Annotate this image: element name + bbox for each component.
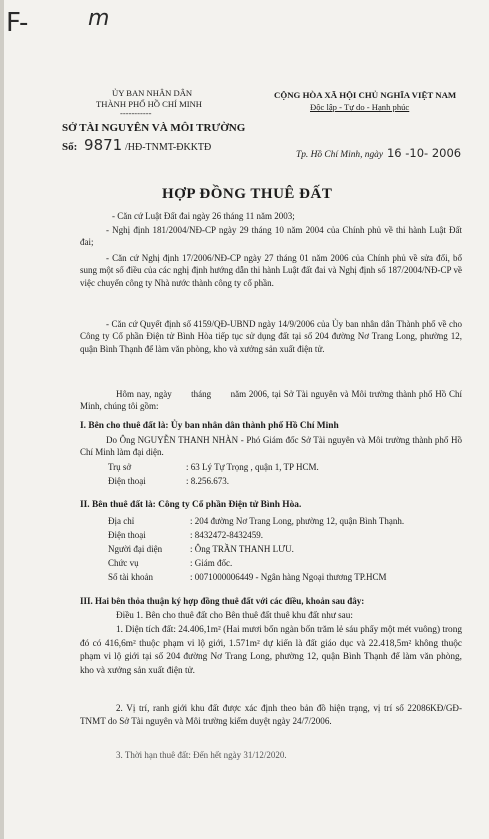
- nation-motto: Độc lập - Tự do - Hạnh phúc: [310, 102, 410, 112]
- section2-row-representative: [108, 544, 294, 554]
- article1-item2: 2. Vị trí, ranh giới khu đất được xác định theo bản đồ hiện trạng, vị trí số 22086KĐ/GĐ-TNMT do Sở Tài nguyên và Môi trường kiểm duyệt ngày 24/7/2006.: [80, 703, 462, 726]
- document-number: [62, 136, 211, 154]
- article1-item3: 3. Thời hạn thuê đất: Đến hết ngày 31/12/2020.: [116, 750, 287, 760]
- department-name: SỞ TÀI NGUYÊN VÀ MÔI TRƯỜNG: [62, 122, 246, 134]
- row-value: : 204 đường Nơ Trang Long, phường 12, quận Bình Thạnh.: [190, 516, 405, 526]
- section2-row-position: [108, 558, 232, 568]
- scan-edge: [0, 0, 4, 839]
- row-value: : Giám đốc.: [190, 558, 233, 568]
- row-value: : 8432472-8432459.: [190, 530, 263, 540]
- section2-row-account: [108, 572, 386, 582]
- date-prefix: Tp. Hồ Chí Minh, ngày: [296, 150, 383, 160]
- date-handwritten: 16 -10- 2006: [386, 146, 462, 160]
- section1-row-phone: [108, 476, 229, 486]
- section2-row-phone: [108, 530, 263, 540]
- issue-date: [296, 144, 461, 162]
- row-value: : Ông TRẦN THANH LƯU.: [190, 544, 294, 554]
- margin-handwriting-top: m: [88, 6, 110, 31]
- section2-heading: II. Bên thuê đất là: Công ty Cổ phần Điện tử Bình Hòa.: [80, 500, 302, 510]
- issuer-divider: -----------: [120, 108, 152, 118]
- row-label: Điện thoại: [108, 476, 146, 486]
- doc-number-suffix: /HĐ-TNMT-ĐKKTĐ: [124, 142, 212, 153]
- section1-row-address: [108, 462, 319, 472]
- preamble-2: - Nghị định 181/2004/NĐ-CP ngày 29 tháng 10 năm 2004 của Chính phủ về thi hành Luật Đất đai;: [80, 225, 462, 248]
- margin-mark-top-left: F-: [6, 8, 27, 38]
- section1-representative: Do Ông NGUYỄN THANH NHÀN - Phó Giám đốc Sở Tài nguyên và Môi trường thành phố Hồ Chí Minh làm đại diện.: [80, 435, 462, 458]
- nation-title: CỘNG HÒA XÃ HỘI CHỦ NGHĨA VIỆT NAM: [274, 90, 457, 100]
- preamble-3: - Căn cứ Nghị định 17/2006/NĐ-CP ngày 27 tháng 01 năm 2006 của Chính phủ về sửa đổi, bổ sung một số điều của các nghị định hướng dẫn thi hành Luật đất đai và Nghị định số 187/2004/NĐ-CP về việc chuyển công ty Nhà nước thành công ty cổ phần.: [80, 253, 462, 288]
- article1-heading: Điều 1. Bên cho thuê đất cho Bên thuê đất thuê khu đất như sau:: [116, 610, 353, 620]
- row-value: : 63 Lý Tự Trọng , quận 1, TP HCM.: [186, 462, 319, 472]
- section3-heading: III. Hai bên thỏa thuận ký hợp đồng thuê đất với các điều, khoản sau đây:: [80, 596, 365, 606]
- issuer-line1: ỦY BAN NHÂN DÂN: [112, 88, 193, 98]
- intro-paragraph: Hôm nay, ngày tháng năm 2006, tại Sở Tài nguyên và Môi trường thành phố Hồ Chí Minh, chúng tôi gồm:: [80, 389, 465, 412]
- row-value: : 0071000006449 - Ngân hàng Ngoại thương TP.HCM: [190, 572, 387, 582]
- row-label: Địa chỉ: [108, 516, 135, 526]
- row-label: Chức vụ: [108, 558, 139, 568]
- section2-row-address: [108, 516, 404, 526]
- doc-number-prefix: Số:: [62, 141, 78, 153]
- row-label: Số tài khoản: [108, 572, 153, 582]
- row-label: Trụ sở: [108, 462, 132, 472]
- doc-number-handwritten: 9871: [84, 136, 123, 154]
- row-value: : 8.256.673.: [186, 476, 230, 486]
- section1-heading: I. Bên cho thuê đất là: Ủy ban nhân dân thành phố Hồ Chí Minh: [80, 421, 339, 431]
- preamble-1: - Căn cứ Luật Đất đai ngày 26 tháng 11 năm 2003;: [112, 211, 295, 221]
- issuer-line2: THÀNH PHỐ HỒ CHÍ MINH: [96, 99, 202, 109]
- document-title: HỢP ĐỒNG THUÊ ĐẤT: [162, 186, 333, 202]
- preamble-4: - Căn cứ Quyết định số 4159/QĐ-UBND ngày 14/9/2006 của Ủy ban nhân dân Thành phố về cho Công ty Cổ phần Điện tử Bình Hòa tiếp tục sử dụng đất tại số 204 đường Nơ Trang Long, phường 12, quận Bình Thạnh để làm văn phòng, kho và xưởng sản xuất điện tử.: [80, 319, 462, 354]
- article1-item1: 1. Diện tích đất: 24.406,1m² (Hai mươi bốn ngàn bốn trăm lẻ sáu phẩy một mét vuông) trong đó có 416,6m² thuộc phạm vi lộ giới, 1.571m² dự kiến là đất giáo dục và 22.418,5m² không thuộc phạm vi lộ giới tại số 204 đường Nơ Trang Long, phường 12, quận Bình Thạnh để làm văn phòng, kho và xưởng sản xuất điện tử.: [80, 625, 462, 676]
- row-label: Người đại diện: [108, 544, 163, 554]
- row-label: Điện thoại: [108, 530, 146, 540]
